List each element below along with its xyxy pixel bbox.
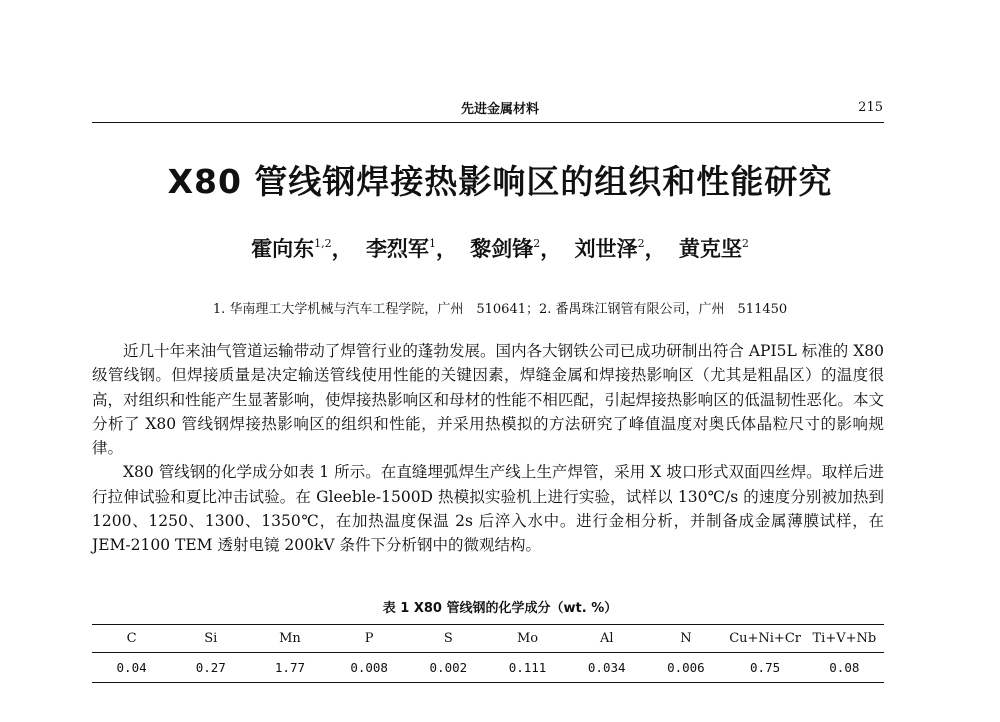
table-cell: 0.034 — [567, 653, 646, 683]
column-header: Mn — [250, 625, 329, 653]
header-rule — [92, 122, 884, 123]
paper-title: X80 管线钢焊接热影响区的组织和性能研究 — [167, 162, 833, 201]
table-cell: 0.08 — [805, 653, 884, 683]
author-name: 霍向东 — [251, 236, 315, 261]
table-caption: 表 1 X80 管线钢的化学成分（wt. %） — [382, 601, 618, 616]
author-list — [0, 233, 1000, 263]
journal-header: 先进金属材料 — [460, 102, 539, 117]
author-name: 黎剑锋 — [470, 236, 534, 261]
composition-table — [92, 624, 884, 683]
author-separator: ， — [540, 236, 562, 261]
author-separator: ， — [331, 236, 353, 261]
author-affiliation-mark: 2 — [741, 237, 749, 250]
table-cell: 0.111 — [488, 653, 567, 683]
paragraph: 近几十年来油气管道运输带动了焊管行业的蓬勃发展。国内各大钢铁公司已成功研制出符合 API5L 标准的 X80 级管线钢。但焊接质量是决定输送管线使用性能的关键因素，焊缝金属和焊接热影响区（尤其是粗晶区）的温度很高，对组织和性能产生显著影响，使焊接热影响区和母材的性能不相匹配，引起焊接热影响区的低温韧性恶化。本文分析了 X80 管线钢焊接热影响区的组织和性能，并采用热模拟的方法研究了峰值温度对奥氏体晶粒尺寸的影响规律。 — [92, 342, 884, 458]
column-header: Mo — [488, 625, 567, 653]
author-separator: ， — [644, 236, 666, 261]
column-header: Ti+V+Nb — [805, 625, 884, 653]
column-header: C — [92, 625, 171, 653]
table-cell: 0.75 — [726, 653, 805, 683]
author-name: 李烈军 — [365, 236, 429, 261]
column-header: S — [409, 625, 488, 653]
column-header: Si — [171, 625, 250, 653]
author-affiliation-mark: 2 — [533, 237, 541, 250]
table-cell: 0.002 — [409, 653, 488, 683]
table-row — [92, 653, 884, 683]
table-cell: 0.008 — [330, 653, 409, 683]
table-header-row — [92, 625, 884, 653]
column-header: Al — [567, 625, 646, 653]
page-number: 215 — [858, 100, 883, 115]
column-header: P — [330, 625, 409, 653]
author-name: 黄克坚 — [678, 236, 742, 261]
table-cell: 1.77 — [250, 653, 329, 683]
body-text — [92, 339, 884, 558]
table-cell: 0.04 — [92, 653, 171, 683]
author-affiliation-mark: 1 — [428, 237, 436, 250]
table-cell: 0.006 — [646, 653, 725, 683]
author-affiliation-mark: 1,2 — [314, 237, 332, 250]
author-separator: ， — [435, 236, 457, 261]
paragraph: X80 管线钢的化学成分如表 1 所示。在直缝埋弧焊生产线上生产焊管，采用 X 坡口形式双面四丝焊。取样后进行拉伸试验和夏比冲击试验。在 Gleeble-1500D 热模拟实验机上进行实验，试样以 130℃/s 的速度分别被加热到 1200、1250、1300、1350℃，在加热温度保温 2s 后淬入水中。进行金相分析，并制备成金属薄膜试样，在 JEM-2100 TEM 透射电镜 200kV 条件下分析钢中的微观结构。 — [92, 463, 884, 555]
author-name: 刘世泽 — [574, 236, 638, 261]
column-header: Cu+Ni+Cr — [726, 625, 805, 653]
affiliation-line: 1. 华南理工大学机械与汽车工程学院，广州 510641；2. 番禺珠江钢管有限公司，广州 511450 — [212, 302, 788, 317]
author-affiliation-mark: 2 — [637, 237, 645, 250]
table-cell: 0.27 — [171, 653, 250, 683]
column-header: N — [646, 625, 725, 653]
